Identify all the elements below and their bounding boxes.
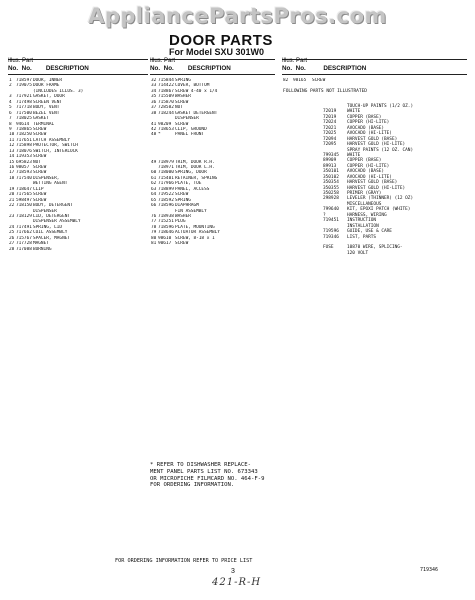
part-description: TRIM, DOOR L.H. <box>175 165 215 170</box>
part-number: 718865 <box>16 126 32 132</box>
part-number: 715844 <box>158 78 174 83</box>
item-number: 65 <box>151 197 157 203</box>
part-number: 719075 <box>16 83 32 89</box>
part-number: 719346 <box>323 234 339 240</box>
part-description: SCREW <box>33 165 47 170</box>
part-description: DOOR FRAME <box>33 83 60 89</box>
part-number: 94614 <box>16 121 30 127</box>
item-number: 5 <box>9 105 12 111</box>
part-number: 350354 <box>323 180 339 186</box>
part-number: 715767 <box>16 235 32 241</box>
item-number: 9 <box>9 126 12 132</box>
part-number: 695823 <box>16 159 32 165</box>
parts-list-column-3 <box>283 78 468 83</box>
part-description: CLIP <box>33 186 44 192</box>
part-number: 350258 <box>323 191 339 196</box>
part-description: MAGNET <box>33 241 49 247</box>
part-number: 717651 <box>16 137 32 143</box>
part-description: HARVEST GOLD (BASE) <box>347 180 398 186</box>
part-description: COPPER (HI-LITE) <box>347 163 390 169</box>
part-description: SCREW <box>175 121 189 127</box>
part-number: 717088 <box>16 246 32 252</box>
part-number: 799345 <box>323 152 339 158</box>
part-description: SPRING, DOOR <box>175 170 207 176</box>
part-description: SPRING, LID <box>33 224 63 230</box>
item-number: 78 <box>151 224 157 230</box>
part-description: WHITE <box>347 109 361 115</box>
part-number: 718000 <box>158 170 174 176</box>
part-description: CLIP, GROUND <box>175 126 207 132</box>
part-number: 72094 <box>323 136 337 142</box>
item-number: 28 <box>9 246 15 252</box>
part-description: AVOCADO (HI-LITE) <box>347 174 392 180</box>
part-number: 90617 <box>158 241 172 247</box>
part-description: COPPER (BASE) <box>347 114 382 120</box>
parts-list-column-2 <box>151 78 279 247</box>
part-description: SWITCH, INTERLOCK <box>33 148 78 154</box>
part-description: SCREW <box>33 154 47 160</box>
column-header-3: Illus. Part No. No. DESCRIPTION <box>282 58 367 72</box>
part-description: SCREW <box>175 99 189 105</box>
part-number: 718076 <box>16 148 32 154</box>
item-number: 18 <box>9 175 15 181</box>
part-number: 718979 <box>158 159 174 165</box>
part-description: DISPENSER, <box>33 175 60 181</box>
part-description: PANEL, ACCESS <box>175 186 210 192</box>
part-description: SCREW <box>175 241 189 247</box>
part-number: ? <box>323 212 326 218</box>
item-number: 64 <box>151 192 157 198</box>
item-number: 24 <box>9 224 15 230</box>
ordering-footer: FOR ORDERING INFORMATION REFER TO PRICE LIST <box>115 558 253 564</box>
part-number: 718899 <box>158 186 174 192</box>
item-number: 62 <box>151 181 157 187</box>
part-number: 718129 <box>16 213 32 219</box>
part-description: NUT <box>175 105 183 111</box>
part-description: SPRAY PAINTS (12 OZ. CAN) <box>347 147 414 153</box>
item-number: 48 <box>151 132 157 138</box>
item-number: 63 <box>151 186 157 192</box>
part-description: (INCLUDES ILLUS. 3) <box>33 88 84 94</box>
part-number: 718597 <box>16 78 32 83</box>
part-number: 717718 <box>16 105 32 111</box>
part-description: SCREW <box>33 197 47 203</box>
part-description: HARVEST GOLD (HI-LITE) <box>347 142 406 148</box>
part-number: 715898 <box>16 143 32 149</box>
part-description: SCREW, 8-18 x 1 <box>175 235 215 241</box>
list-item <box>323 251 468 256</box>
part-number: 350102 <box>323 174 339 180</box>
item-number: 2 <box>9 83 12 89</box>
part-description: SCREW <box>33 132 47 138</box>
item-number: 77 <box>151 219 157 225</box>
part-description: DIAPHRAGM <box>175 203 199 209</box>
part-number: 718646 <box>158 230 174 236</box>
part-description: SCREW <box>33 126 47 132</box>
part-number: 718867 <box>158 88 174 94</box>
part-number: 715401 <box>158 175 174 181</box>
part-description: DOOR, INNER <box>33 78 63 83</box>
item-number: 14 <box>9 154 15 160</box>
item-number: 80 <box>151 235 157 241</box>
part-description: WASHER <box>175 213 191 219</box>
item-number: 81 <box>151 241 157 247</box>
part-description: HARVEST GOLD (HI-LITE) <box>347 185 406 191</box>
part-description: TRIM, DOOR R.H. <box>175 159 215 165</box>
part-description: BODY, VENT <box>33 105 60 111</box>
part-description: WETTING AGENT <box>33 181 68 187</box>
item-number: 3 <box>9 94 12 100</box>
item-number: 38 <box>151 110 157 116</box>
item-number: 26 <box>9 235 15 241</box>
part-description: BURNING <box>33 246 52 252</box>
part-description: LIST, PARTS <box>347 234 377 240</box>
part-description: PLUG <box>175 219 186 225</box>
page-title: DOOR PARTS <box>169 32 273 49</box>
part-description: INSTALLATION <box>347 223 379 229</box>
part-number: 718592 <box>158 197 174 203</box>
part-number: 119353 <box>16 154 32 160</box>
part-number: 350101 <box>323 169 339 175</box>
part-description: HARNESS, WIRING <box>347 212 387 218</box>
part-description: RETAINER, SPRING <box>175 175 218 181</box>
page-number: 3 <box>231 568 235 575</box>
part-number: 715251 <box>158 219 174 225</box>
item-number: 4 <box>9 99 12 105</box>
part-number: 717500 <box>16 110 32 116</box>
misc-parts-list <box>323 104 468 256</box>
part-number: 717491 <box>16 224 32 230</box>
part-description: COVER, BOTTOM <box>175 83 210 89</box>
item-number: 20 <box>9 192 15 198</box>
part-number: 799640 <box>323 207 339 213</box>
part-description: KIT, EPOXI PATCH (WHITE) <box>347 207 411 213</box>
item-number: 34 <box>151 88 157 94</box>
part-number: 72019 <box>323 109 337 115</box>
item-number: 61 <box>151 175 157 181</box>
item-number: 42 <box>151 126 157 132</box>
part-description: SPRING <box>175 78 191 83</box>
part-description: PANEL FRONT <box>175 132 205 138</box>
part-number: 718596 <box>158 224 174 230</box>
column-header-1: Illus. Part No. No. DESCRIPTION <box>8 58 89 72</box>
part-description: COPPER (HI-LITE) <box>347 120 390 126</box>
part-description: PRIMER (GRAY) <box>347 191 382 196</box>
header-rule-bottom-2 <box>150 74 275 75</box>
item-number: 22 <box>9 203 15 209</box>
item-number: 27 <box>9 241 15 247</box>
part-description: ACTUATOR ASSEMBLY <box>175 230 220 236</box>
item-number: 15 <box>9 159 15 165</box>
part-number: 718244 <box>158 110 174 116</box>
handwritten-annotation: 421-R-H <box>212 577 262 588</box>
part-description: PLATE, TOE <box>175 181 202 187</box>
part-number: 718938 <box>158 213 174 219</box>
part-number: 714422 <box>158 83 174 89</box>
item-number: 66 <box>151 203 157 209</box>
part-description: GASKET DETERGENT <box>175 110 218 116</box>
part-number: 718250 <box>16 132 32 138</box>
part-description: COPPER (BASE) <box>347 158 382 164</box>
part-number: 72019 <box>323 114 337 120</box>
item-number: 23 <box>9 213 15 219</box>
part-description: WASHER <box>175 94 191 100</box>
part-number: 98610 <box>158 235 172 241</box>
part-number: 717565 <box>16 192 32 198</box>
part-description: AVOCADO (HI-LITE) <box>347 131 392 137</box>
header-rule-bottom-3 <box>282 74 467 75</box>
item-number: 1 <box>9 78 12 83</box>
column-header-2: Illus. Part No. No. DESCRIPTION <box>150 58 231 72</box>
part-number: 72025 <box>323 131 337 137</box>
item-number: 8 <box>9 121 12 127</box>
part-number: 717921 <box>16 94 32 100</box>
part-description: AVOCADO (BASE) <box>347 169 385 175</box>
part-description: SPRING <box>175 197 191 203</box>
part-description: AVOCADO (BASE) <box>347 125 385 131</box>
part-number: 98057 <box>16 165 30 170</box>
parts-list-column-1 <box>9 78 149 252</box>
part-description: TERMINAL <box>33 121 55 127</box>
part-description: PROTECTOR, SWITCH <box>33 143 78 149</box>
model-line: For Model SXU 301W0 <box>169 47 265 57</box>
part-number: FUSE <box>323 245 334 251</box>
part-number: 719451 <box>323 218 339 224</box>
part-description: TOUCH-UP PAINTS (1/2 OZ.) <box>347 104 414 109</box>
table-row <box>151 241 279 246</box>
item-number: 33 <box>151 83 157 89</box>
part-number: * <box>158 132 161 138</box>
part-description: BODY, DETERGENT <box>33 203 73 209</box>
part-number: 715509 <box>158 94 174 100</box>
part-description: 120 VOLT <box>347 250 369 256</box>
part-description: SCREEN VENT <box>33 99 63 105</box>
item-number: 60 <box>151 170 157 176</box>
not-illustrated-heading: FOLLOWING PARTS NOT ILLUSTRATED <box>283 89 367 94</box>
part-number: 718596 <box>158 203 174 209</box>
part-description: HARVEST GOLD (BASE) <box>347 136 398 142</box>
part-number: 718647 <box>16 186 32 192</box>
part-description: BEZEL VENT <box>33 110 60 116</box>
part-description: NUT <box>33 159 41 165</box>
part-description: SCREW 4-40 x 1/4 <box>175 88 218 94</box>
part-description: DISPENSER ASSEMBLY <box>33 219 81 225</box>
part-description: GASKET, DOOR <box>33 94 65 100</box>
item-number: 32 <box>151 78 157 83</box>
part-number: 717498 <box>16 99 32 105</box>
item-number: 10 <box>9 132 15 138</box>
item-number: 36 <box>151 99 157 105</box>
item-number: 79 <box>151 230 157 236</box>
part-number: 298928 <box>323 196 339 202</box>
part-number: 98209 <box>158 121 172 127</box>
part-number: 717662 <box>16 230 32 236</box>
part-description: COIL ASSEMBLY <box>33 230 68 236</box>
part-description: INSTRUCTION <box>347 218 377 224</box>
part-description: MISCELLANEOUS <box>347 201 382 207</box>
item-number: 76 <box>151 213 157 219</box>
panel-reference-note: * REFER TO DISHWASHER REPLACE- MENT PANEL PARTS LIST NO. 673343 OR MICROFICHE FILMCARD NO. 464-F-9 FOR ORDERING INFORMATION. <box>150 462 265 489</box>
item-number: 19 <box>9 186 15 192</box>
part-number: 718971 <box>158 165 174 170</box>
part-description: WHITE <box>347 152 361 158</box>
part-description: SCREW <box>175 192 189 198</box>
part-number: 72095 <box>323 142 337 148</box>
part-description: LATCH ASSEMBLY <box>33 137 71 143</box>
part-description: DISPENSER <box>33 208 57 214</box>
table-row: 82 98165 SCREW <box>283 78 326 83</box>
part-description: FIN ASSEMBLY <box>175 208 207 214</box>
header-rule-bottom-1 <box>8 74 148 75</box>
part-description: DISPENSER <box>175 116 199 122</box>
part-number: 717728 <box>16 241 32 247</box>
item-number: 35 <box>151 94 157 100</box>
part-description: PLATE, MOUNTING <box>175 224 215 230</box>
part-description: SCREW <box>33 170 47 176</box>
part-description: GASKET <box>33 116 49 122</box>
table-row <box>9 247 149 252</box>
part-number: 717540 <box>16 175 32 181</box>
part-number: 718150 <box>16 203 32 209</box>
part-number: 717966 <box>158 181 174 187</box>
item-number: 17 <box>9 170 15 176</box>
part-description: GUIDE, USE & CARE <box>347 229 392 235</box>
part-number: 728582 <box>158 105 174 111</box>
item-number: 7 <box>9 116 12 122</box>
item-number: 16 <box>9 165 15 170</box>
item-number: 11 <box>9 137 15 143</box>
item-number: 13 <box>9 148 15 154</box>
part-number: 89913 <box>323 163 337 169</box>
part-description: 10870 WIRE, SPLICING- <box>347 245 403 251</box>
part-number: 719522 <box>158 192 174 198</box>
part-number: 72021 <box>323 125 337 131</box>
item-number: 25 <box>9 230 15 236</box>
item-number: 41 <box>151 121 157 127</box>
item-number: 21 <box>9 197 15 203</box>
part-number: 718593 <box>16 170 32 176</box>
part-number: 718653 <box>158 126 174 132</box>
part-number: 715870 <box>158 99 174 105</box>
part-number: 89909 <box>323 158 337 164</box>
item-number: 6 <box>9 110 12 116</box>
part-description: LID, DETERGENT <box>33 213 71 219</box>
part-description: LEVELER (THINNER) (12 OZ) <box>347 196 414 202</box>
part-number: 598497 <box>16 197 32 203</box>
part-number: 718025 <box>16 116 32 122</box>
part-description: SCREW <box>33 192 47 198</box>
item-number: 12 <box>9 143 15 149</box>
item-number: 49 <box>151 159 157 165</box>
part-number: 72024 <box>323 120 337 126</box>
part-description: SPACER, MAGNET <box>33 235 71 241</box>
watermark-text: AppliancePartsPros.com <box>88 4 387 28</box>
document-code: 719346 <box>420 567 439 573</box>
item-number: 37 <box>151 105 157 111</box>
part-number: 350355 <box>323 185 339 191</box>
part-number: 719596 <box>323 229 339 235</box>
